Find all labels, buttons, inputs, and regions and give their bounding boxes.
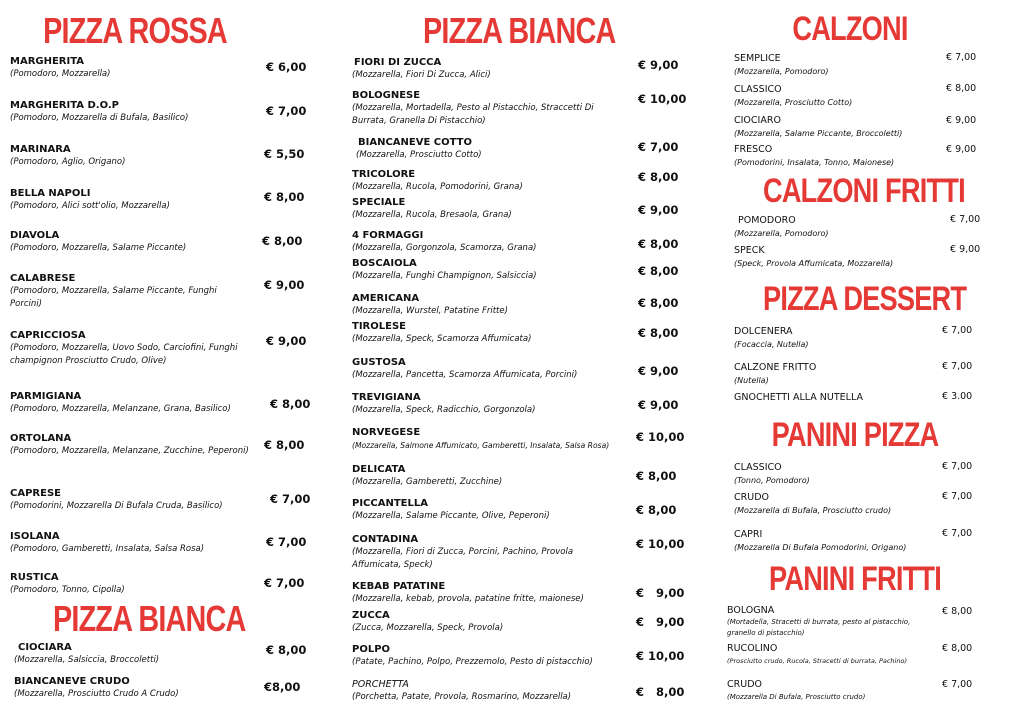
item-price: € 10,00 xyxy=(636,430,685,444)
item-name: CAPRICCIOSA xyxy=(10,330,86,341)
item-price: € 8,00 xyxy=(638,326,679,340)
item-name: RUCOLINO xyxy=(727,643,778,654)
item-price: € 8,00 xyxy=(942,606,973,617)
menu-item-speciale xyxy=(352,196,622,222)
item-desc: (Patate, Pachino, Polpo, Prezzemolo, Pesto di pistacchio) xyxy=(352,657,593,667)
item-desc: (Mozzarella, Rucola, Pomodorini, Grana) xyxy=(352,182,523,192)
item-name: PARMIGIANA xyxy=(10,391,82,402)
item-desc: (Mozzarella, Pomodoro) xyxy=(734,229,829,238)
item-desc: (Mozzarella Di Bufala, Prosciutto crudo) xyxy=(727,693,866,701)
item-name: CALZONE FRITTO xyxy=(734,362,817,373)
menu-item-trevigiana xyxy=(352,391,622,417)
item-name: POMODORO xyxy=(738,215,796,226)
item-price: €8,00 xyxy=(264,680,301,694)
menu-item-contadina xyxy=(352,533,582,572)
menu-item-ortolana xyxy=(10,432,250,458)
item-desc: (Pomodoro, Mozzarella, Salame Piccante) xyxy=(10,243,187,253)
item-desc: (Mozzarella, Salame Piccante, Olive, Peperoni) xyxy=(352,511,550,521)
menu-item-americana xyxy=(352,292,622,318)
item-desc: (Mozzarella, Speck, Radicchio, Gorgonzola) xyxy=(352,405,536,415)
item-price: € 9,00 xyxy=(638,398,679,412)
item-price: € 9,00 xyxy=(946,144,977,155)
menu-item-fresco xyxy=(734,143,944,169)
menu-item-4-formaggi xyxy=(352,229,622,255)
item-price: € 10,00 xyxy=(636,649,685,663)
menu-item-crudo-panino xyxy=(734,491,934,517)
item-name: BELLA NAPOLI xyxy=(10,188,91,199)
item-price: € 9,00 xyxy=(638,364,679,378)
menu-item-bologna xyxy=(727,604,939,639)
item-price: € 10,00 xyxy=(636,537,685,551)
menu-item-caprese xyxy=(10,487,270,513)
item-price: € 7,00 xyxy=(638,140,679,154)
menu-item-tricolore xyxy=(352,168,622,194)
item-name: CLASSICO xyxy=(734,462,782,473)
item-name: TIROLESE xyxy=(352,321,406,332)
item-desc: (Speck, Provola Affumicata, Mozzarella) xyxy=(734,259,894,268)
menu-item-bolognese xyxy=(352,89,622,128)
menu-item-marinara xyxy=(10,143,245,169)
item-price: € 8,00 xyxy=(266,643,307,657)
item-desc: (Tonno, Pomodoro) xyxy=(734,476,810,485)
menu-item-gnochetti xyxy=(734,391,934,404)
menu-item-classico-calzone xyxy=(734,83,934,109)
item-name: BOLOGNESE xyxy=(352,90,421,101)
item-desc: (Mozzarella, Salsiccia, Broccoletti) xyxy=(14,655,160,665)
menu-item-capricciosa xyxy=(10,329,245,368)
item-price: € 8,00 xyxy=(638,170,679,184)
item-name: PORCHETTA xyxy=(352,679,409,690)
item-name: ORTOLANA xyxy=(10,433,72,444)
item-desc: (Mozzarella, Prosciutto Crudo A Crudo) xyxy=(14,689,179,699)
item-name: CIOCIARA xyxy=(18,642,72,653)
item-price: € 7,00 xyxy=(266,535,307,549)
item-desc: (Pomodoro, Mozzarella, Melanzane, Grana, Basilico) xyxy=(10,404,231,414)
item-desc: (Nutella) xyxy=(734,376,769,385)
menu-item-kebab-patatine xyxy=(352,580,622,606)
menu-item-tirolese xyxy=(352,320,622,346)
item-desc: (Pomodoro, Mozzarella di Bufala, Basilico) xyxy=(10,113,189,123)
heading-panini-fritti: PANINI FRITTI xyxy=(769,560,941,598)
item-desc: (Pomodoro, Aglio, Origano) xyxy=(10,157,126,167)
item-desc: (Pomodoro, Mozzarella) xyxy=(10,69,111,79)
menu-item-delicata xyxy=(352,463,622,489)
item-name: RUSTICA xyxy=(10,572,59,583)
item-name: MARGHERITA D.O.P xyxy=(10,100,119,111)
item-desc: (Mozzarella, kebab, provola, patatine fritte, maionese) xyxy=(352,594,584,604)
item-desc: (Mozzarella Di Bufala Pomodorini, Origano) xyxy=(734,543,907,552)
item-name: FRESCO xyxy=(734,144,773,155)
item-name: GUSTOSA xyxy=(352,357,406,368)
menu-item-parmigiana xyxy=(10,390,270,416)
item-price: € 7,00 xyxy=(942,361,973,372)
item-name: CAPRI xyxy=(734,529,763,540)
item-name: DOLCENERA xyxy=(734,326,793,337)
item-name: DELICATA xyxy=(352,464,406,475)
item-price: € 8,00 xyxy=(636,503,677,517)
item-name: BOSCAIOLA xyxy=(352,258,417,269)
item-price: € 8,00 xyxy=(638,237,679,251)
item-name: BIANCANEVE COTTO xyxy=(358,137,472,148)
menu-item-rustica xyxy=(10,571,250,597)
item-desc: (Pomodoro, Alici sott'olio, Mozzarella) xyxy=(10,201,170,211)
menu-item-piccantella xyxy=(352,497,622,523)
menu-item-boscaiola xyxy=(352,257,622,283)
menu-item-semplice xyxy=(734,52,934,78)
item-desc: (Mozzarella, Funghi Champignon, Salsiccia) xyxy=(352,271,537,281)
item-name: CAPRESE xyxy=(10,488,61,499)
item-desc: (Zucca, Mozzarella, Speck, Provola) xyxy=(352,623,504,633)
item-name: KEBAB PATATINE xyxy=(352,581,446,592)
menu-item-pomodoro xyxy=(734,214,934,240)
item-price: € 8,00 xyxy=(638,264,679,278)
item-name: SEMPLICE xyxy=(734,53,781,64)
item-price: € 9,00 xyxy=(636,615,685,629)
item-name: 4 FORMAGGI xyxy=(352,230,424,241)
heading-panini-pizza: PANINI PIZZA xyxy=(771,416,939,454)
item-price: € 7,00 xyxy=(270,492,311,506)
item-desc: (Focaccia, Nutella) xyxy=(734,340,809,349)
item-price: € 7,00 xyxy=(942,679,973,690)
item-desc: (Mozzarella, Mortadella, Pesto al Pistacchio, Straccetti Di Burrata, Granella Di Pistacchio) xyxy=(352,103,594,126)
heading-calzoni: CALZONI xyxy=(792,10,908,48)
item-name: TREVIGIANA xyxy=(352,392,421,403)
item-name: BIANCANEVE CRUDO xyxy=(14,676,130,687)
item-desc: (Pomodorini, Insalata, Tonno, Maionese) xyxy=(734,158,895,167)
item-desc: (Pomodorini, Mozzarella Di Bufala Cruda, Basilico) xyxy=(10,501,223,511)
heading-pizza-bianca-left: PIZZA BIANCA xyxy=(53,598,246,639)
item-name: FIORI DI ZUCCA xyxy=(354,57,442,68)
heading-pizza-dessert: PIZZA DESSERT xyxy=(763,280,967,318)
item-price: € 8,00 xyxy=(636,685,685,699)
item-desc: (Pomodoro, Mozzarella, Uovo Sodo, Carciofini, Funghi champignon Prosciutto Crudo, Olive) xyxy=(10,343,238,366)
item-price: € 9,00 xyxy=(264,278,305,292)
menu-item-calabrese xyxy=(10,272,245,311)
item-price: € 8,00 xyxy=(264,190,305,204)
item-desc: (Mozzarella, Prosciutto Cotto) xyxy=(356,150,482,160)
menu-item-isolana xyxy=(10,530,250,556)
item-desc: (Mozzarella, Salame Piccante, Broccoletti) xyxy=(734,129,903,138)
item-name: ISOLANA xyxy=(10,531,60,542)
item-price: € 7,00 xyxy=(942,325,973,336)
item-desc: (Pomodoro, Gamberetti, Insalata, Salsa Rosa) xyxy=(10,544,205,554)
item-desc: (Mozzarella, Gorgonzola, Scamorza, Grana) xyxy=(352,243,537,253)
item-price: € 7,00 xyxy=(942,491,973,502)
menu-item-calzone-fritto xyxy=(734,361,934,387)
menu-item-crudo-fritto xyxy=(727,678,927,704)
item-name: CRUDO xyxy=(727,679,762,690)
item-name: BOLOGNA xyxy=(727,605,775,616)
item-price: € 9,00 xyxy=(946,115,977,126)
item-price: € 8,00 xyxy=(638,296,679,310)
item-desc: (Mozzarella di Bufala, Prosciutto crudo) xyxy=(734,506,892,515)
item-price: € 7,00 xyxy=(264,576,305,590)
item-name: CIOCIARO xyxy=(734,115,781,126)
item-price: € 9,00 xyxy=(636,586,685,600)
menu-item-ciociara xyxy=(14,641,254,667)
item-name: ZUCCA xyxy=(352,610,390,621)
item-name: MARINARA xyxy=(10,144,71,155)
menu-item-speck xyxy=(734,244,944,270)
item-price: € 8,00 xyxy=(636,469,677,483)
item-price: € 8,00 xyxy=(946,83,977,94)
item-price: € 8,00 xyxy=(264,438,305,452)
item-desc: (Mozzarella, Prosciutto Cotto) xyxy=(734,98,853,107)
item-price: € 9,00 xyxy=(638,58,679,72)
item-desc: (Mozzarella, Salmone Affumicato, Gamberetti, Insalata, Salsa Rosa) xyxy=(352,441,610,450)
heading-calzoni-fritti: CALZONI FRITTI xyxy=(763,172,965,210)
item-price: € 8,00 xyxy=(270,397,311,411)
menu-item-diavola xyxy=(10,229,245,255)
menu-item-norvegese xyxy=(352,426,642,452)
item-price: € 8,00 xyxy=(262,234,303,248)
item-desc: (Mozzarella, Wurstel, Patatine Fritte) xyxy=(352,306,508,316)
item-name: DIAVOLA xyxy=(10,230,60,241)
item-name: CALABRESE xyxy=(10,273,76,284)
item-desc: (Mozzarella, Fiori di Zucca, Porcini, Pachino, Provola Affumicata, Speck) xyxy=(352,547,574,570)
item-desc: (Pomodoro, Tonno, Cipolla) xyxy=(10,585,125,595)
item-price: € 3.00 xyxy=(942,391,973,402)
item-desc: (Mozzarella, Pancetta, Scamorza Affumicata, Porcini) xyxy=(352,370,578,380)
item-desc: (Porchetta, Patate, Provola, Rosmarino, Mozzarella) xyxy=(352,692,572,702)
menu-item-biancaneve-cotto xyxy=(352,136,622,162)
item-name: PICCANTELLA xyxy=(352,498,428,509)
item-name: SPECK xyxy=(734,245,765,256)
item-name: SPECIALE xyxy=(352,197,406,208)
item-desc: (Pomodoro, Mozzarella, Salame Piccante, Funghi Porcini) xyxy=(10,286,217,309)
item-desc: (Mozzarella, Rucola, Bresaola, Grana) xyxy=(352,210,512,220)
item-price: € 9,00 xyxy=(266,334,307,348)
item-name: CRUDO xyxy=(734,492,769,503)
item-desc: (Prosciutto crudo, Rucola, Stracetti di burrata, Pachino) xyxy=(727,657,907,665)
item-name: TRICOLORE xyxy=(352,169,416,180)
item-price: € 7,00 xyxy=(946,52,977,63)
menu-item-rucolino xyxy=(727,642,939,668)
item-price: € 7,00 xyxy=(266,104,307,118)
item-price: € 7,00 xyxy=(942,528,973,539)
item-name: GNOCHETTI ALLA NUTELLA xyxy=(734,392,863,403)
item-price: € 7,00 xyxy=(942,461,973,472)
menu-item-porchetta xyxy=(352,678,622,704)
item-price: € 9,00 xyxy=(638,203,679,217)
item-name: AMERICANA xyxy=(352,293,420,304)
menu-item-dolcenera xyxy=(734,325,934,351)
item-price: € 8,00 xyxy=(942,643,973,654)
heading-pizza-bianca: PIZZA BIANCA xyxy=(423,10,616,51)
item-name: POLPO xyxy=(352,644,391,655)
item-name: CLASSICO xyxy=(734,84,782,95)
item-price: € 7,00 xyxy=(950,214,981,225)
item-desc: (Mozzarella, Fiori Di Zucca, Alici) xyxy=(352,70,491,80)
item-price: € 5,50 xyxy=(264,147,305,161)
item-name: CONTADINA xyxy=(352,534,419,545)
menu-item-classico-panino xyxy=(734,461,934,487)
item-price: € 6,00 xyxy=(266,60,307,74)
menu-item-gustosa xyxy=(352,356,622,382)
menu-item-ciociaro xyxy=(734,114,954,140)
item-desc: (Mortadella, Stracetti di burrata, pesto al pistacchio, granello di pistacchio) xyxy=(727,618,911,637)
menu-item-bella-napoli xyxy=(10,187,245,213)
item-desc: (Mozzarella, Speck, Scamorza Affumicata) xyxy=(352,334,532,344)
menu-item-zucca xyxy=(352,609,622,635)
menu-item-fiori-di-zucca xyxy=(352,56,622,82)
menu-item-capri xyxy=(734,528,944,554)
menu-item-polpo xyxy=(352,643,622,669)
item-desc: (Mozzarella, Gamberetti, Zucchine) xyxy=(352,477,503,487)
item-desc: (Mozzarella, Pomodoro) xyxy=(734,67,829,76)
item-desc: (Pomodoro, Mozzarella, Melanzane, Zucchine, Peperoni) xyxy=(10,446,249,456)
menu-item-margherita-dop xyxy=(10,99,245,125)
item-price: € 10,00 xyxy=(638,92,687,106)
menu-item-margherita xyxy=(10,55,245,81)
menu-item-biancaneve-crudo xyxy=(14,675,254,701)
heading-pizza-rossa: PIZZA ROSSA xyxy=(43,10,227,51)
item-name: MARGHERITA xyxy=(10,56,85,67)
item-name: NORVEGESE xyxy=(352,427,421,438)
item-price: € 9,00 xyxy=(950,244,981,255)
